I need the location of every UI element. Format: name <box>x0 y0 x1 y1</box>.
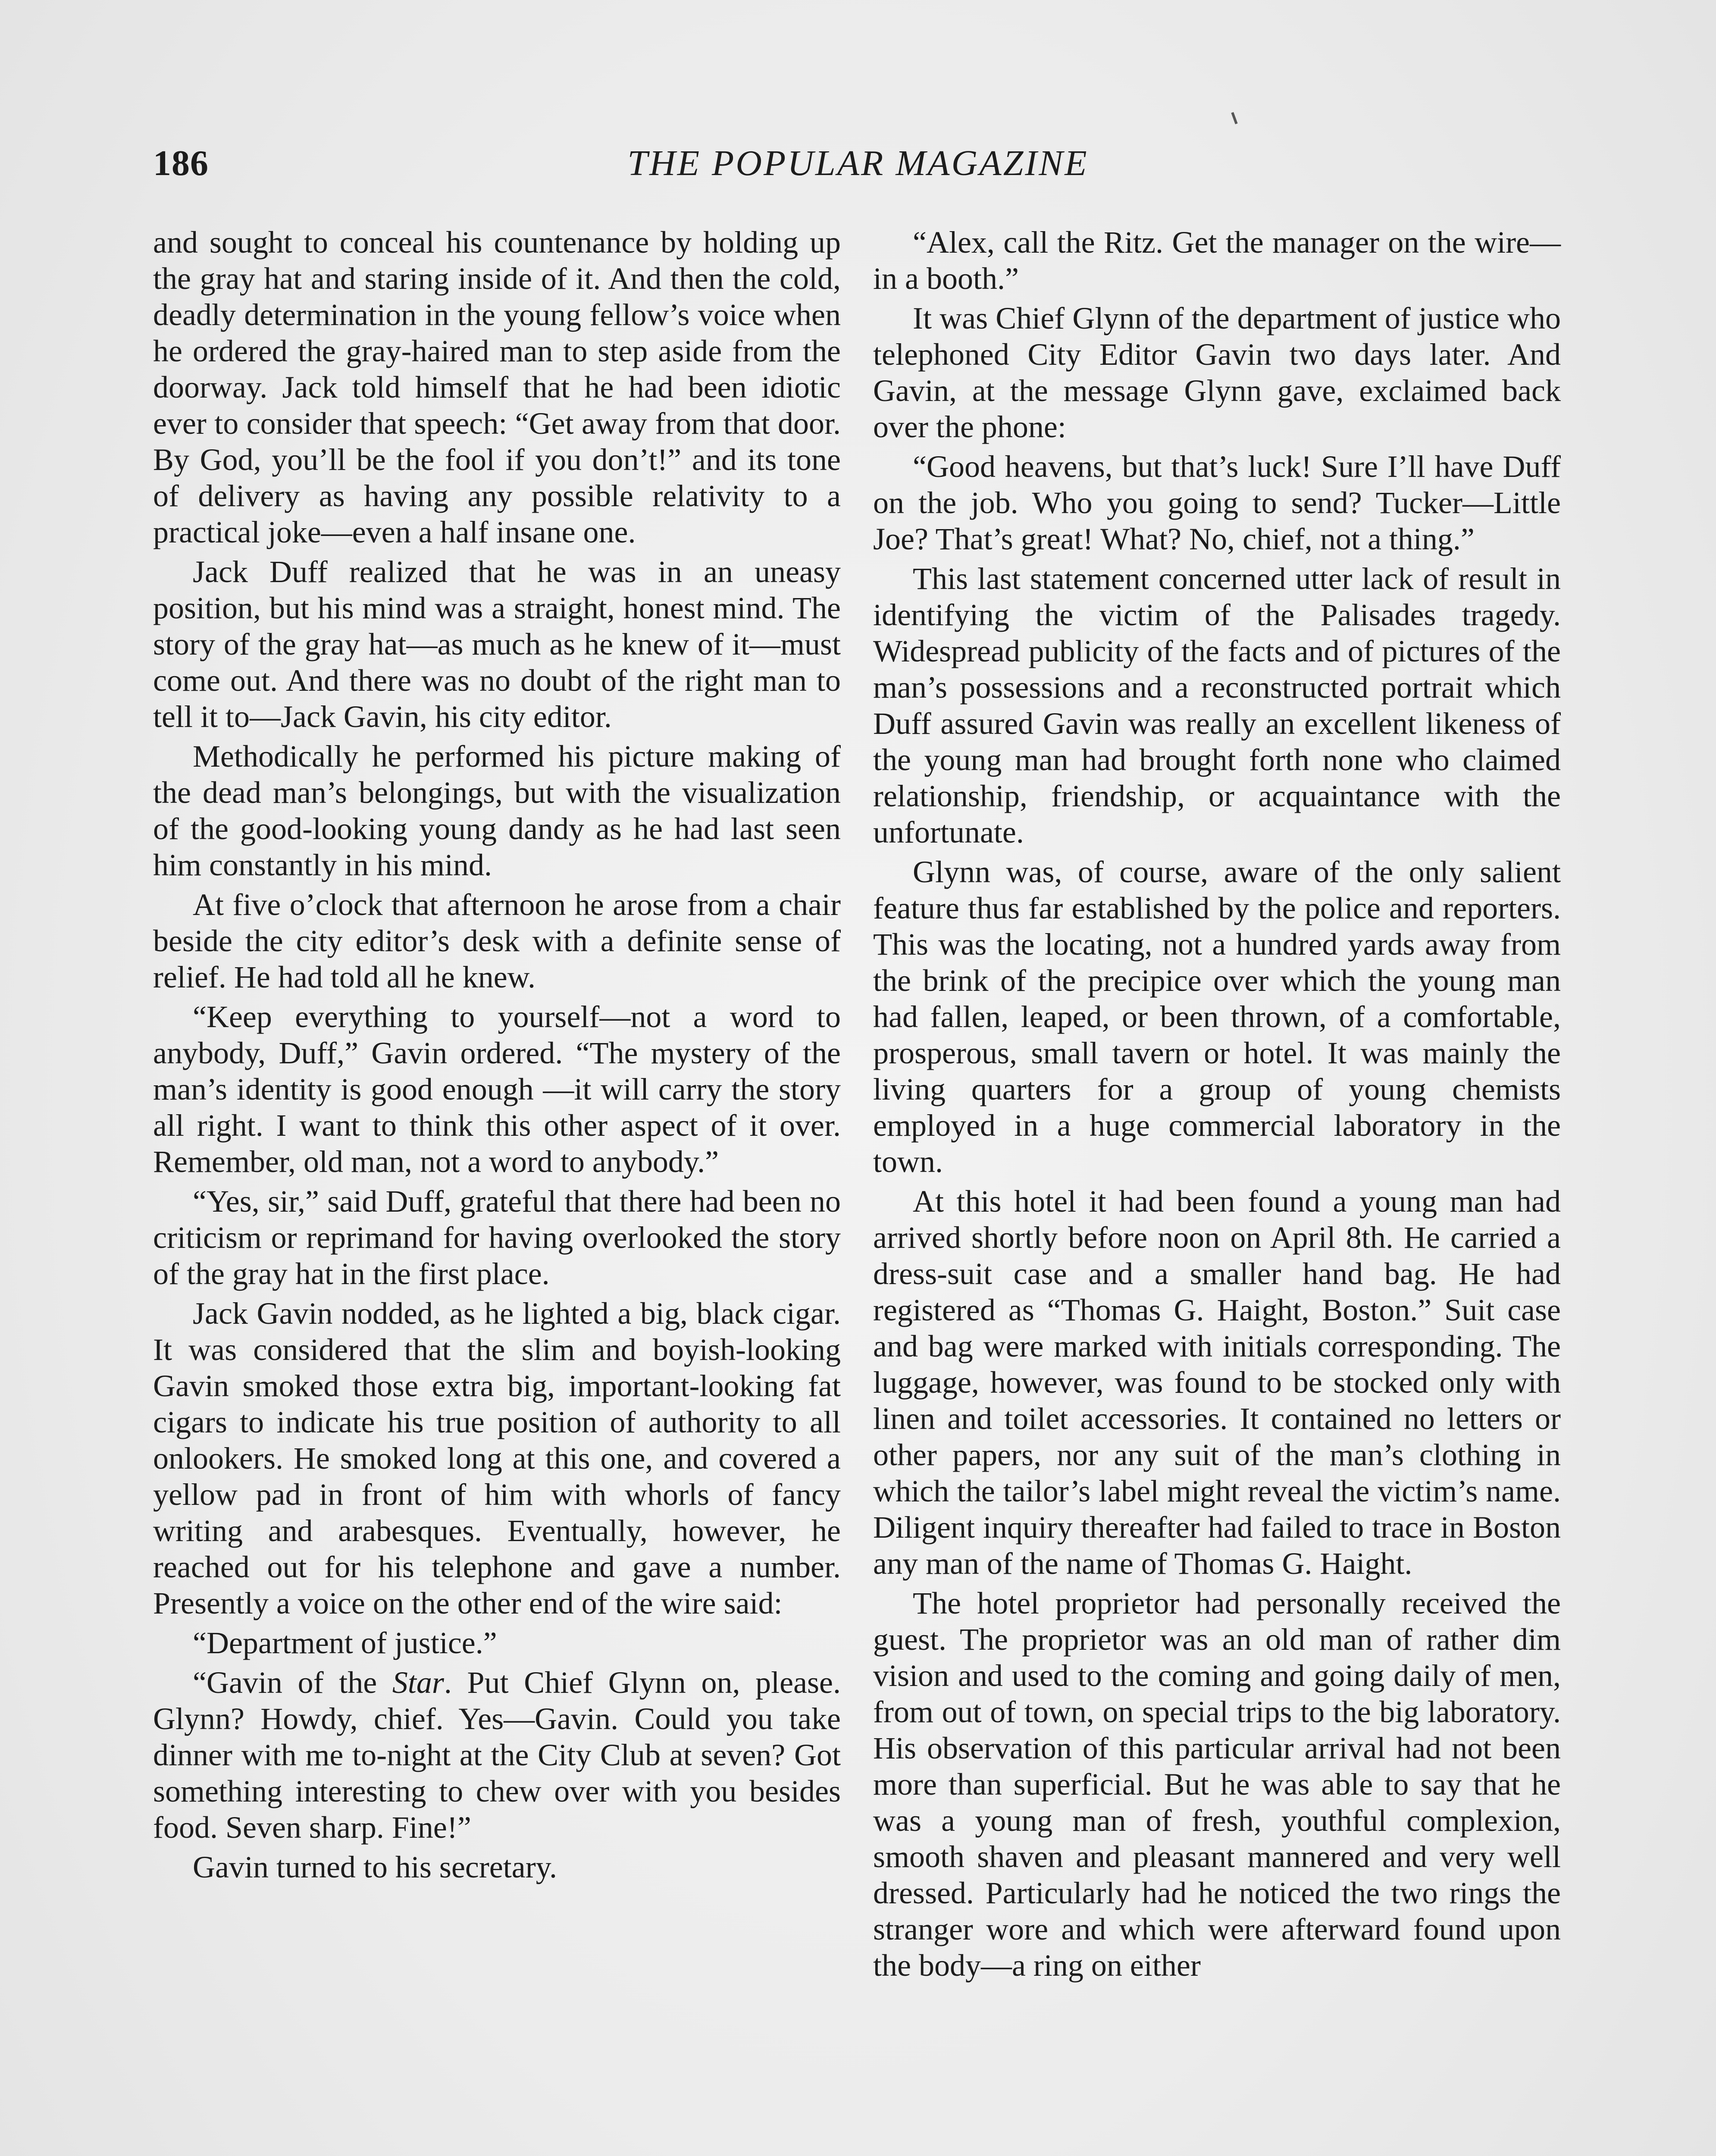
paragraph: Jack Duff realized that he was in an uneasy position, but his mind was a straight, honest mind. The story of the gray hat—as much as he knew of it—must come out. And there was no doubt of the right man to tell it to—Jack Gavin, his city editor. <box>153 555 841 734</box>
scan-speck <box>1231 112 1237 124</box>
paragraph: It was Chief Glynn of the department of justice who telephoned City Editor Gavin two days later. And Gavin, at the message Glynn gave, exclaimed back over the phone: <box>873 301 1561 444</box>
running-head <box>153 142 1563 194</box>
page-number: 186 <box>153 143 209 183</box>
paragraph: The hotel proprietor had personally received the guest. The proprietor was an old man of rather dim vision and used to the coming and going daily of men, from out of town, on special trips to the big laboratory. His observation of this particular arrival had not been more than superficial. But he was able to say that he was a young man of fresh, youthful complexion, smooth shaven and pleasant mannered and very well dressed. Particularly had he noticed the two rings the stranger wore and which were afterward found upon the body—a ring on either <box>873 1586 1561 1983</box>
left-column <box>153 224 841 1889</box>
paragraph: “Alex, call the Ritz. Get the manager on the wire—in a booth.” <box>873 225 1561 296</box>
paragraph: “Yes, sir,” said Duff, grateful that there had been no criticism or reprimand for having overlooked the story of the gray hat in the first place. <box>153 1184 841 1291</box>
paragraph: “Keep everything to yourself—not a word to anybody, Duff,” Gavin ordered. “The mystery of the man’s identity is good enough —it will carry the story all right. I want to think this other aspect of it over. Remember, old man, not a word to anybody.” <box>153 1000 841 1179</box>
paragraph: Methodically he performed his picture making of the dead man’s belongings, but with the visualization of the good-looking young dandy as he had last seen him constantly in his mind. <box>153 739 841 882</box>
paragraph: This last statement concerned utter lack of result in identifying the victim of the Palisades tragedy. Widespread publicity of the facts and of pictures of the man’s possessions and a reconstructed portrait which Duff assured Gavin was really an excellent likeness of the young man had brought forth none who claimed relationship, friendship, or acquaintance with the unfortunate. <box>873 561 1561 849</box>
paragraph: Gavin turned to his secretary. <box>193 1850 557 1884</box>
paragraph: and sought to conceal his countenance by holding up the gray hat and staring inside of it. And then the cold, deadly determination in the young fellow’s voice when he ordered the gray-haired man to step aside from the doorway. Jack told himself that he had been idiotic ever to consider that speech: “Get away from that door. By God, you’ll be the fool if you don’t!” and its tone of delivery as having any possible relativity to a practical joke—even a half insane one. <box>153 225 841 549</box>
right-column <box>873 224 1561 1987</box>
newspaper-name: Star <box>392 1665 444 1700</box>
magazine-title: THE POPULAR MAGAZINE <box>627 143 1089 183</box>
paragraph-text: “Gavin of the <box>193 1665 392 1700</box>
paragraph: At this hotel it had been found a young man had arrived shortly before noon on April 8th. He carried a dress-suit case and a smaller hand bag. He had registered as “Thomas G. Haight, Boston.” Suit case and bag were marked with initials corresponding. The luggage, however, was found to be stocked only with linen and toilet accessories. It contained no letters or other papers, nor any suit of the man’s clothing in which the tailor’s label might reveal the victim’s name. Diligent inquiry thereafter had failed to trace in Boston any man of the name of Thomas G. Haight. <box>873 1184 1561 1581</box>
paragraph: Jack Gavin nodded, as he lighted a big, black cigar. It was considered that the slim and boyish-looking Gavin smoked those extra big, important-looking fat cigars to indicate his true position of authority to all onlookers. He smoked long at this one, and covered a yellow pad in front of him with whorls of fancy writing and arabesques. Eventually, however, he reached out for his telephone and gave a number. Presently a voice on the other end of the wire said: <box>153 1296 841 1620</box>
paragraph: “Department of justice.” <box>193 1626 497 1660</box>
paragraph: At five o’clock that afternoon he arose from a chair beside the city editor’s desk with a definite sense of relief. He had told all he knew. <box>153 887 841 994</box>
paragraph <box>153 1664 841 1846</box>
paragraph: “Good heavens, but that’s luck! Sure I’ll have Duff on the job. Who you going to send? Tucker—Little Joe? That’s great! What? No, chief, not a thing.” <box>873 449 1561 556</box>
paragraph-text: . Put Chief Glynn on, please. Glynn? Howdy, chief. Yes—Gavin. Could you take dinner with me to-night at the City Club at seven? Got something interesting to chew over with you besides food. Seven sharp. Fine!” <box>153 1665 841 1845</box>
paragraph: Glynn was, of course, aware of the only salient feature thus far established by the police and reporters. This was the locating, not a hundred yards away from the brink of the precipice over which the young man had fallen, leaped, or been thrown, of a comfortable, prosperous, small tavern or hotel. It was mainly the living quarters for a group of young chemists employed in a huge commercial laboratory in the town. <box>873 855 1561 1179</box>
